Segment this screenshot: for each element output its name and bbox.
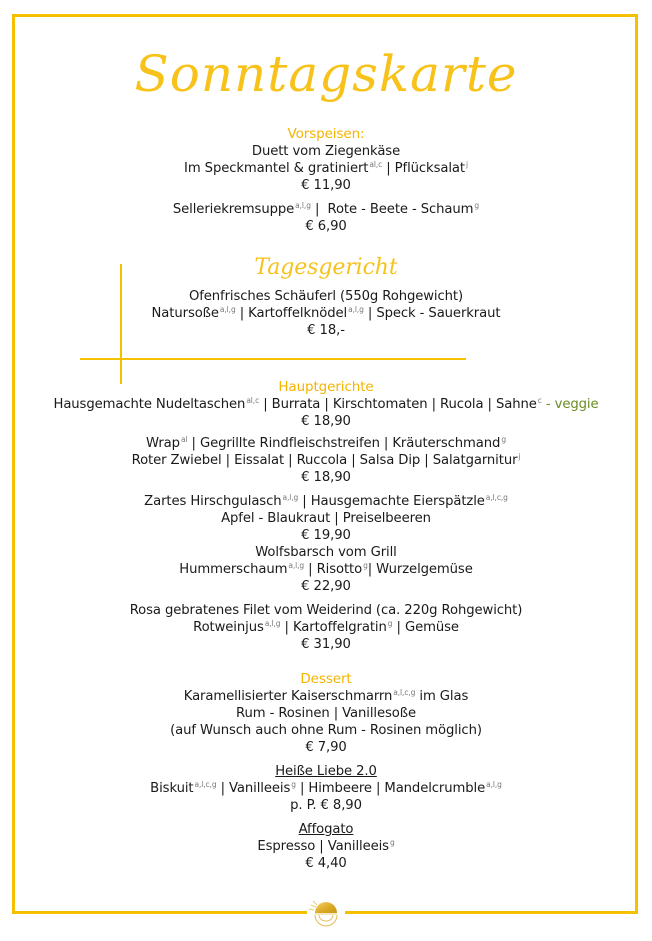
menu-item-heisse-liebe <box>0 763 652 814</box>
item-description: Apfel - Blaukraut | Preiselbeeren <box>221 511 431 526</box>
item-description: Rotweinjus$^{a,l,g}$ | Kartoffelgratin$^g$ | Gemüse <box>193 619 459 635</box>
section-dessert <box>0 671 652 872</box>
menu-item-nudeltaschen <box>0 396 652 430</box>
item-price: € 18,90 <box>301 470 351 485</box>
item-description: Espresso | Vanilleeis$^g$ <box>257 838 395 854</box>
item-title: Rosa gebratenes Filet vom Weiderind (ca. 220g Rohgewicht) <box>129 603 523 618</box>
menu-item-wolfsbarsch <box>0 544 652 595</box>
section-heading-hauptgerichte: Hauptgerichte <box>278 379 374 395</box>
item-title: Ofenfrisches Schäuferl (550g Rohgewicht) <box>188 289 464 304</box>
section-heading-dessert: Dessert <box>300 671 352 687</box>
item-price: € 4,40 <box>305 856 347 871</box>
item-title: Affogato <box>298 822 354 837</box>
item-description: Hummerschaum$^{a,l,g}$ | Risotto$^g$| Wurzelgemüse <box>179 561 473 577</box>
item-description: Im Speckmantel & gratiniert$^{al,c}$ | Pflücksalat$^j$ <box>184 160 468 176</box>
item-description: Hausgemachte Nudeltaschen$^{al,c}$ | Burrata | Kirschtomaten | Rucola | Sahne$^c$ - veggie <box>53 396 599 412</box>
menu-item-selleriekremsuppe <box>0 201 652 235</box>
menu-item-ziegenkaese <box>0 143 652 194</box>
veggie-tag: - veggie <box>541 397 599 412</box>
item-price: € 7,90 <box>305 740 347 755</box>
menu-item-hirschgulasch <box>0 493 652 544</box>
item-description: Wrap$^{al}$ | Gegrillte Rindfleischstreifen | Kräuterschmand$^g$ <box>146 435 506 451</box>
menu-item-wrap <box>0 435 652 486</box>
item-price: € 31,90 <box>301 637 351 652</box>
section-heading-vorspeisen: Vorspeisen: <box>287 126 365 142</box>
item-description: Roter Zwiebel | Eissalat | Ruccola | Salsa Dip | Salatgarnitur$^j$ <box>131 452 521 468</box>
menu-item-kaiserschmarrn <box>0 688 652 756</box>
menu-title: Sonntagskarte <box>134 45 518 103</box>
section-vorspeisen <box>0 126 652 235</box>
item-description: Zartes Hirschgulasch$^{a,l,g}$ | Hausgemachte Eierspätzle$^{a,l,c,g}$ <box>144 493 508 509</box>
item-description: Biskuit$^{a,l,c,g}$ | Vanilleeis$^g$ | Himbeere | Mandelcrumble$^{a,l,g}$ <box>150 780 502 796</box>
item-note: (auf Wunsch auch ohne Rum - Rosinen möglich) <box>170 723 482 738</box>
item-description: Rum - Rosinen | Vanillesoße <box>236 706 416 721</box>
item-price: € 6,90 <box>305 219 347 234</box>
item-price: € 22,90 <box>301 579 351 594</box>
decorative-horizontal-line <box>80 358 466 360</box>
item-description: Selleriekremsuppe$^{a,l,g}$ | Rote - Beete - Schaum$^g$ <box>172 201 480 217</box>
item-title: Duett vom Ziegenkäse <box>251 144 401 159</box>
item-price: € 18,90 <box>301 414 351 429</box>
menu-item-affogato <box>0 821 652 872</box>
sun-bowl-logo-icon <box>307 894 345 932</box>
section-hauptgerichte <box>0 379 652 653</box>
item-price: p. P. € 8,90 <box>290 798 362 813</box>
item-description: Karamellisierter Kaiserschmarrn$^{a,l,c,g}$ im Glas <box>183 688 469 704</box>
menu-item-filet-weiderind <box>0 602 652 653</box>
item-description: Natursoße$^{a,l,g}$ | Kartoffelknödel$^{a,l,g}$ | Speck - Sauerkraut <box>151 305 501 321</box>
item-title: Wolfsbarsch vom Grill <box>255 545 397 560</box>
item-price: € 19,90 <box>301 528 351 543</box>
item-price: € 18,- <box>307 323 345 338</box>
item-title: Heiße Liebe 2.0 <box>275 764 377 779</box>
section-heading-tagesgericht: Tagesgericht <box>254 255 398 280</box>
section-tagesgericht <box>0 253 652 339</box>
menu-item-schaeuferl <box>0 288 652 339</box>
item-price: € 11,90 <box>301 178 351 193</box>
